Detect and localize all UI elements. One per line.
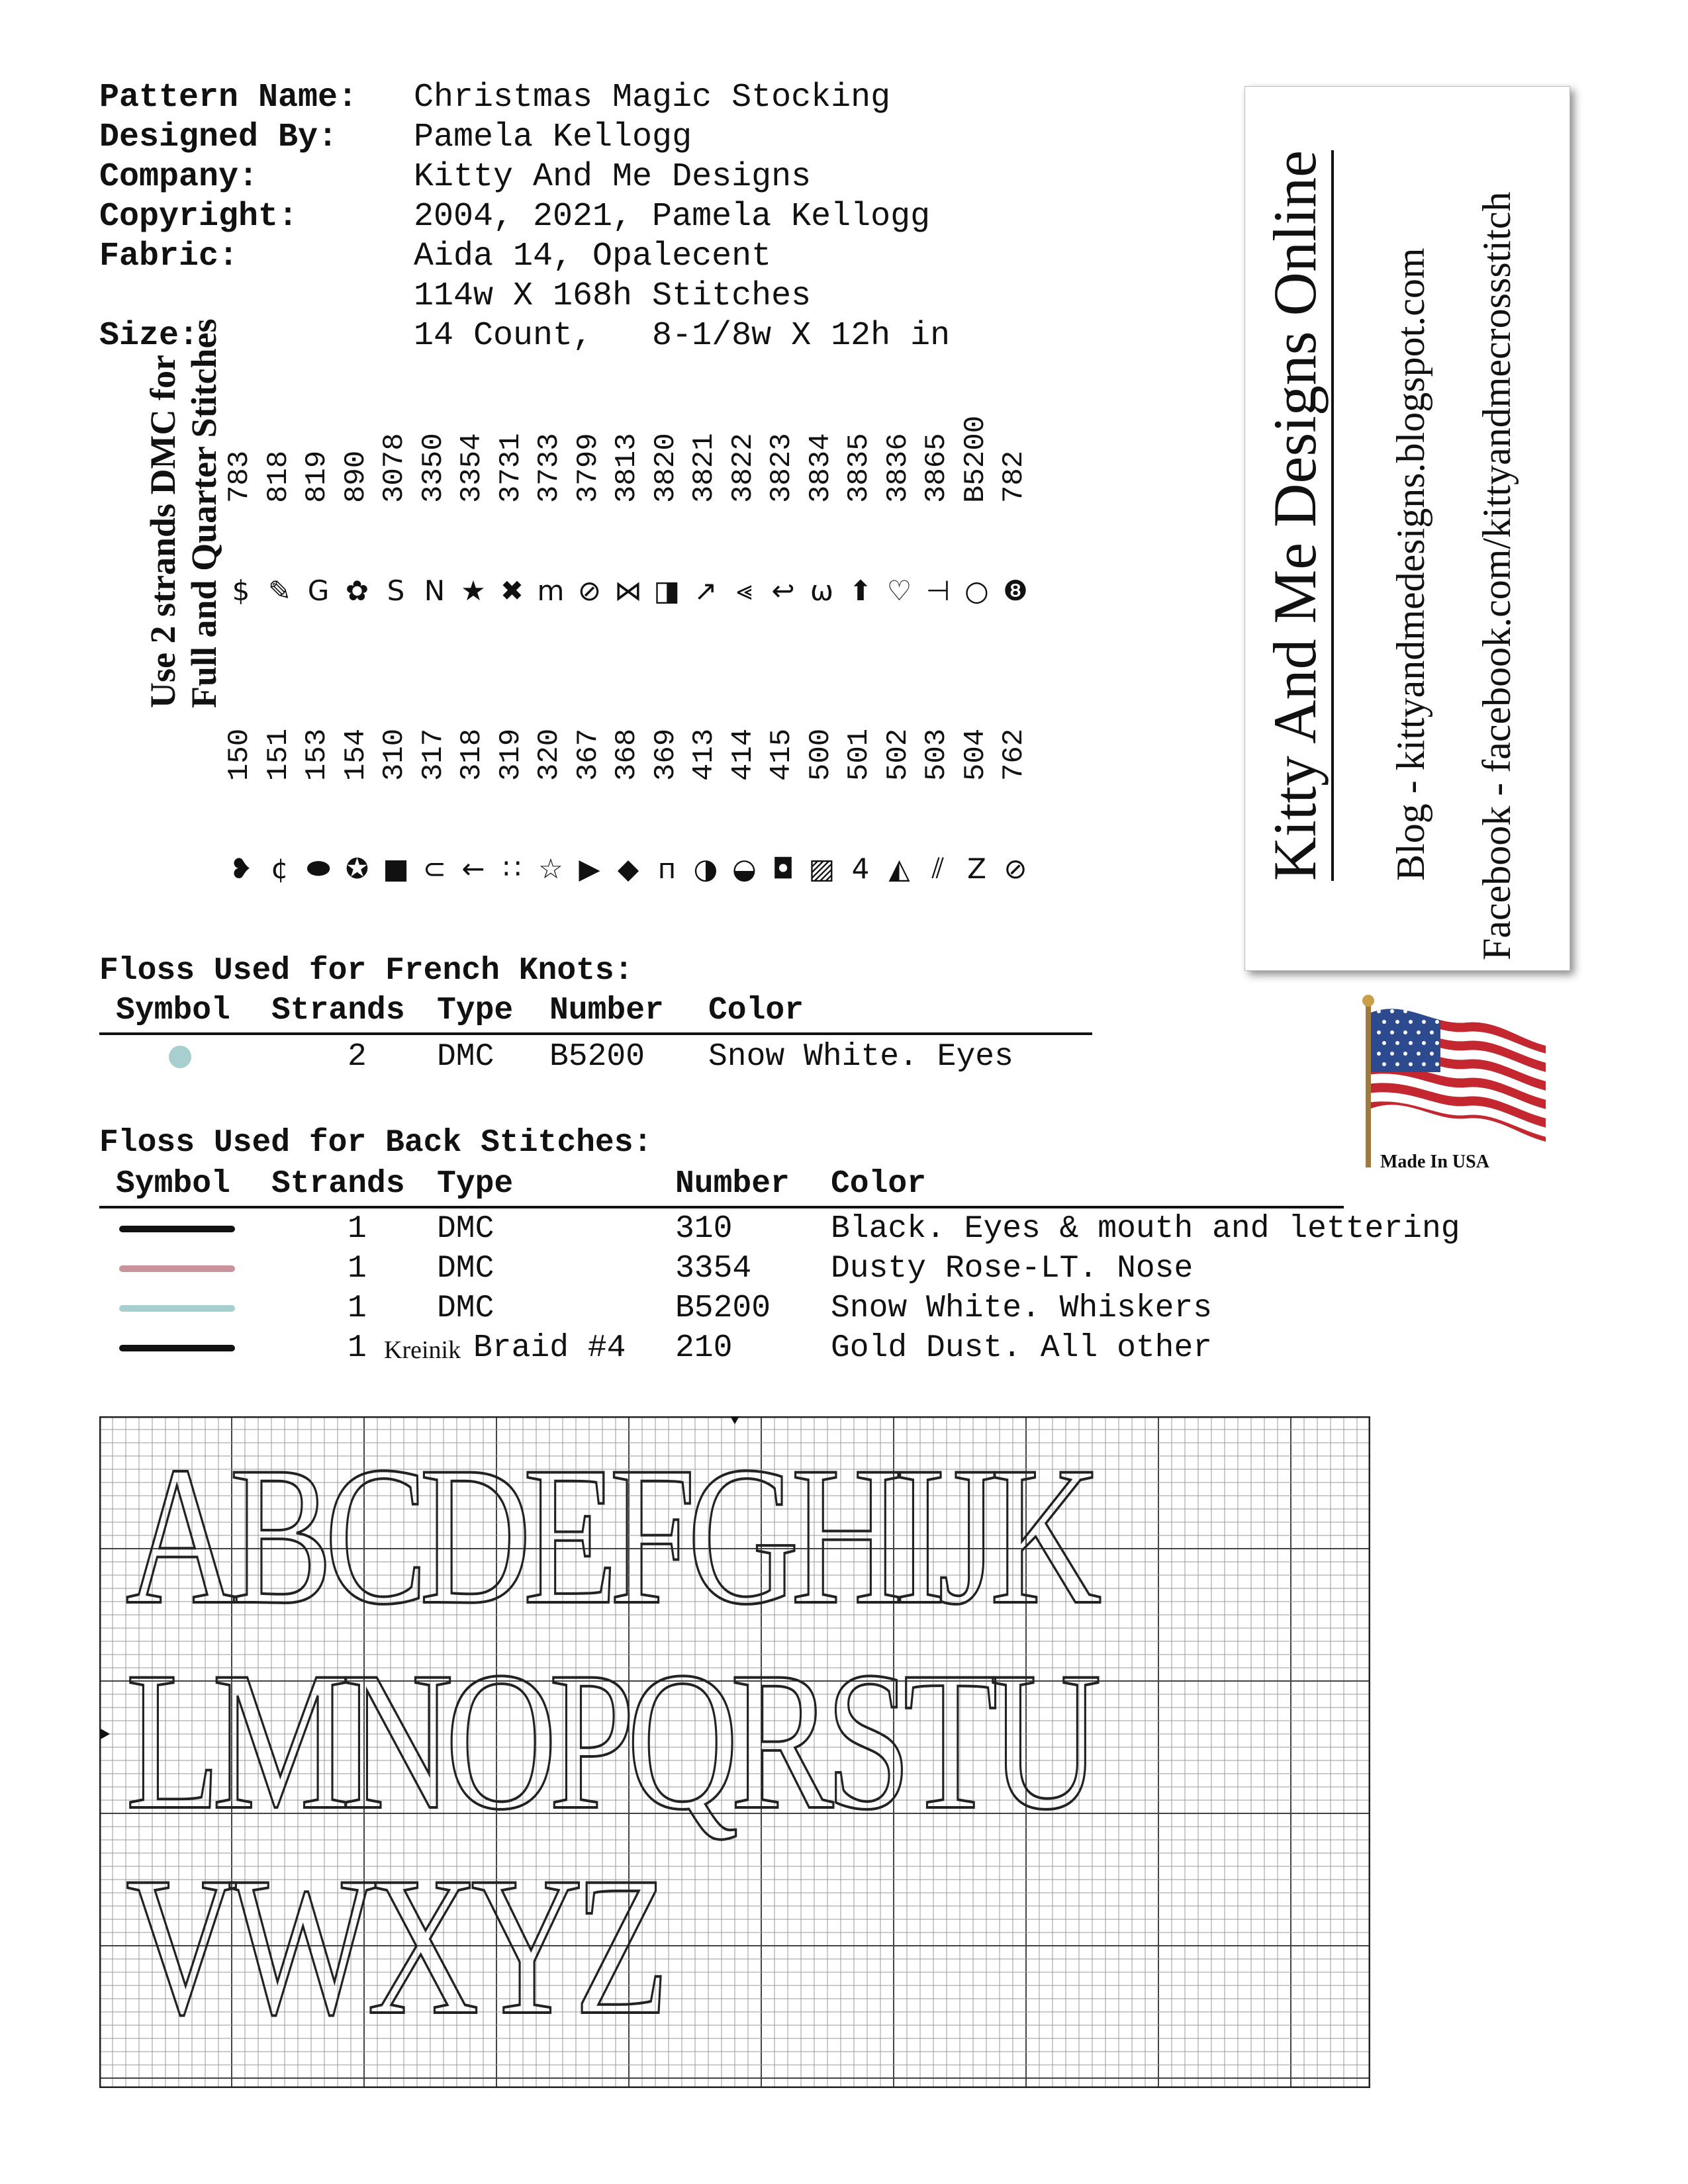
key-dmc-number-text: 500: [804, 728, 837, 781]
center-arrow-top: [729, 1416, 740, 1424]
key-dmc-number: [651, 371, 683, 503]
pattern-info-value: 114w X 168h Stitches: [414, 277, 812, 315]
pattern-info-label: Size:: [99, 317, 199, 355]
header-type: Type: [437, 993, 514, 1028]
key-symbol: ↩: [771, 574, 795, 607]
key-symbol: ¢: [271, 852, 289, 885]
row-strands: 1: [348, 1251, 367, 1287]
key-dmc-number: [303, 649, 334, 781]
back-stitch-swatch: [119, 1305, 235, 1312]
key-symbol: ▨: [808, 852, 835, 885]
key-symbol: ♡: [886, 574, 912, 607]
key-dmc-number-text: 3078: [378, 433, 411, 503]
key-dmc-number-text: 762: [998, 728, 1031, 781]
key-dmc-number: [690, 371, 722, 503]
key-dmc-number-text: 3799: [571, 433, 605, 503]
key-symbol: m: [537, 574, 565, 607]
pattern-info-label: Copyright:: [99, 198, 299, 236]
key-dmc-number-text: 504: [959, 728, 992, 781]
key-dmc-number: [535, 371, 567, 503]
key-symbol: ◘: [772, 852, 794, 885]
key-dmc-number: [767, 371, 799, 503]
key-symbol: ω: [810, 574, 834, 607]
pattern-info-label: Fabric:: [99, 238, 239, 275]
french-knots-title: Floss Used for French Knots:: [99, 953, 633, 989]
key-symbol: ■: [383, 852, 409, 885]
key-symbol: 4: [851, 852, 870, 885]
key-dmc-number-text: 782: [998, 450, 1031, 503]
key-dmc-number: [457, 371, 489, 503]
key-dmc-number: [496, 649, 528, 781]
key-dmc-number: [261, 649, 296, 781]
key-symbol: ⊂: [422, 852, 447, 885]
key-dmc-number: [881, 649, 915, 781]
key-dmc-number: [922, 649, 954, 781]
back-stitch-row: [99, 1211, 1556, 1250]
row-number: B5200: [549, 1039, 645, 1075]
back-stitch-swatch: [119, 1345, 235, 1351]
key-dmc-number: [726, 371, 761, 503]
key-dmc-number-text: 318: [455, 728, 489, 781]
card-blog: Blog - kittyandmedesigns.blogspot.com: [1389, 248, 1432, 881]
key-dmc-number: [303, 371, 334, 503]
pattern-info-value: Kitty And Me Designs: [414, 158, 812, 196]
key-dmc-number-text: 367: [571, 728, 605, 781]
key-symbol: ▶: [579, 852, 600, 885]
row-color: Snow White. Eyes: [708, 1039, 1013, 1075]
key-dmc-number-text: 319: [494, 728, 528, 781]
back-stitch-swatch: [119, 1265, 235, 1272]
key-symbol: ⊣: [925, 574, 951, 607]
key-dmc-number: [339, 371, 373, 503]
key-dmc-number-text: 414: [726, 728, 760, 781]
key-symbol: ⪡: [736, 574, 753, 606]
alphabet-row: LMNOPQRSTU: [126, 1631, 1094, 1850]
key-symbol: ★: [461, 574, 486, 607]
key-symbol: ✖: [500, 574, 524, 607]
key-dmc-number: [225, 649, 257, 781]
key-dmc-number: [845, 649, 876, 781]
key-dmc-number-text: 819: [301, 450, 334, 503]
key-symbol: ⊘: [577, 574, 602, 607]
key-dmc-number: [612, 649, 644, 781]
key-dmc-number-text: 3733: [533, 433, 566, 503]
key-dmc-number-text: 415: [765, 728, 798, 781]
pattern-info-value: Aida 14, Opalecent: [414, 238, 772, 275]
key-symbol: п: [657, 852, 677, 885]
french-knots-rule: [99, 1032, 1092, 1035]
pattern-info-label: Company:: [99, 158, 259, 196]
key-dmc-number: [690, 649, 722, 781]
flag-caption: Made In USA: [1380, 1152, 1489, 1172]
key-dmc-number: [339, 649, 373, 781]
key-symbol: ⬬: [306, 852, 330, 884]
row-type: DMC: [437, 1251, 494, 1287]
key-dmc-number-text: 150: [223, 728, 256, 781]
row-type: DMC: [437, 1039, 494, 1075]
key-dmc-number: [767, 649, 799, 781]
pattern-info-label: Designed By:: [99, 118, 338, 156]
key-dmc-number-text: 3834: [804, 433, 837, 503]
key-symbol: ◭: [888, 852, 910, 885]
key-dmc-number: [535, 649, 567, 781]
row-strands: 1: [348, 1291, 367, 1326]
row-strands: 2: [348, 1039, 367, 1075]
key-dmc-number-text: 317: [416, 728, 450, 781]
row-strands: 1: [348, 1330, 367, 1366]
key-symbol: ❽: [1003, 574, 1028, 607]
key-dmc-number: [416, 371, 451, 503]
french-knots-row: [99, 1039, 1092, 1077]
key-dmc-number-text: 3350: [416, 433, 450, 503]
back-stitch-swatch: [119, 1226, 235, 1232]
pattern-info-value: Christmas Magic Stocking: [414, 79, 891, 116]
key-symbol: ❥: [229, 852, 253, 885]
key-dmc-number: [416, 649, 451, 781]
key-symbol: ◨: [653, 574, 680, 607]
key-dmc-number: [457, 649, 489, 781]
key-dmc-number-text: 3835: [843, 433, 876, 503]
header-symbol: Symbol: [116, 1166, 230, 1202]
card-facebook: Facebook - facebook.com/kittyandmecrossstitch: [1475, 191, 1519, 960]
flag-finial: [1362, 995, 1374, 1007]
alphabet-chart: [99, 1416, 1370, 2088]
key-dmc-number-text: 320: [533, 728, 566, 781]
back-stitches-rule: [99, 1206, 1344, 1208]
pattern-info-label: Pattern Name:: [99, 79, 358, 116]
row-number: 310: [675, 1211, 733, 1247]
key-symbol: ⬆: [849, 574, 872, 607]
key-symbol: ↗: [694, 574, 718, 607]
key-dmc-number: [261, 371, 296, 503]
key-dmc-number: [1000, 371, 1031, 503]
key-dmc-number: [571, 649, 606, 781]
key-symbol: ✎: [267, 574, 292, 607]
key-dmc-number-text: 3821: [688, 433, 721, 503]
row-type: DMC: [437, 1291, 494, 1326]
usa-flag: [1354, 993, 1552, 1185]
center-arrow-left: [101, 1729, 110, 1739]
key-dmc-number: [1000, 649, 1031, 781]
key-dmc-number: [726, 649, 761, 781]
back-stitch-row: [99, 1251, 1556, 1289]
key-dmc-number: [225, 371, 257, 503]
key-symbol: ◆: [617, 852, 639, 885]
back-stitches-title: Floss Used for Back Stitches:: [99, 1125, 653, 1161]
key-dmc-number-text: 3836: [881, 433, 915, 503]
flag-cloth: [1354, 993, 1552, 1166]
row-number: B5200: [675, 1291, 771, 1326]
key-symbol: N: [424, 574, 445, 607]
row-type-brand: Kreinik: [384, 1336, 461, 1364]
key-dmc-number: [881, 371, 915, 503]
key-dmc-number-text: 503: [920, 728, 953, 781]
pattern-info-value: 2004, 2021, Pamela Kellogg: [414, 198, 931, 236]
key-dmc-number-text: 3731: [494, 433, 528, 503]
row-color: Snow White. Whiskers: [831, 1291, 1213, 1326]
key-dmc-number-text: 154: [339, 728, 373, 781]
row-color: Black. Eyes & mouth and lettering: [831, 1211, 1460, 1247]
alphabet-row: ABCDEFGHIJK: [126, 1426, 1094, 1645]
key-symbol: Z: [967, 852, 986, 885]
key-symbol: ○: [964, 574, 989, 607]
header-color: Color: [708, 993, 804, 1028]
back-stitch-row: [99, 1330, 1556, 1369]
row-type: DMC: [437, 1211, 494, 1247]
key-symbol: ∷: [503, 852, 521, 885]
symbol-key-heading-line2: Full and Quarter Stitches: [184, 318, 224, 708]
header-strands: Strands: [271, 1166, 405, 1202]
row-type: Braid #4: [473, 1330, 626, 1366]
key-dmc-number-text: 369: [649, 728, 682, 781]
header-type: Type: [437, 1166, 514, 1202]
key-dmc-number-text: 501: [843, 728, 876, 781]
alphabet-row: VWXYZ: [126, 1836, 661, 2056]
key-dmc-number-text: 3813: [610, 433, 643, 503]
key-symbol: ✪: [345, 852, 369, 885]
key-dmc-number-text: 3823: [765, 433, 798, 503]
key-dmc-number-text: 783: [223, 450, 256, 503]
header-strands: Strands: [271, 993, 405, 1028]
key-symbol: $: [232, 574, 250, 607]
key-dmc-number: [961, 649, 993, 781]
row-color: Dusty Rose-LT. Nose: [831, 1251, 1194, 1287]
key-dmc-number-text: 890: [339, 450, 373, 503]
key-dmc-number: [496, 371, 528, 503]
key-dmc-number-text: 153: [301, 728, 334, 781]
designer-card: [1244, 86, 1570, 971]
key-symbol: G: [307, 574, 330, 607]
card-title: Kitty And Me Designs Online: [1258, 150, 1334, 881]
symbol-key-heading-line1: Use 2 strands DMC for: [143, 355, 183, 708]
key-symbol: ⋈: [614, 574, 642, 607]
key-dmc-number: [806, 371, 838, 503]
key-dmc-number: [571, 371, 606, 503]
key-dmc-number: [961, 371, 993, 503]
key-dmc-number-text: 368: [610, 728, 643, 781]
key-dmc-number-text: 151: [261, 728, 295, 781]
key-dmc-number-text: B5200: [959, 415, 992, 503]
key-dmc-number-text: 3354: [455, 433, 489, 503]
flag-pole: [1366, 1002, 1371, 1167]
row-number: 210: [675, 1330, 733, 1366]
key-dmc-number: [380, 371, 412, 503]
key-symbol: ⫽: [931, 852, 945, 884]
key-symbol: ✿: [345, 574, 369, 607]
header-color: Color: [831, 1166, 927, 1202]
key-symbol: ←: [461, 852, 485, 885]
pattern-info-value: 14 Count, 8-1/8w X 12h in: [414, 317, 951, 355]
key-dmc-number-text: 502: [881, 728, 915, 781]
key-symbol: ⊘: [1004, 852, 1027, 885]
key-symbol: S: [387, 574, 405, 607]
key-dmc-number-text: 310: [378, 728, 411, 781]
key-dmc-number: [612, 371, 644, 503]
row-color: Gold Dust. All other: [831, 1330, 1213, 1366]
key-dmc-number-text: 3822: [726, 433, 760, 503]
key-dmc-number-text: 3820: [649, 433, 682, 503]
pattern-info-value: Pamela Kellogg: [414, 118, 692, 156]
header-symbol: Symbol: [116, 993, 230, 1028]
header-number: Number: [675, 1166, 790, 1202]
row-strands: 1: [348, 1211, 367, 1247]
key-symbol: ◑: [693, 852, 718, 885]
row-number: 3354: [675, 1251, 752, 1287]
key-dmc-number-text: 3865: [920, 433, 953, 503]
key-dmc-number: [651, 649, 683, 781]
symbol-key-heading: [142, 311, 224, 708]
key-symbol: ◒: [732, 852, 757, 885]
key-dmc-number: [845, 371, 876, 503]
key-dmc-number-text: 818: [261, 450, 295, 503]
key-symbol: ☆: [538, 852, 563, 885]
key-dmc-number-text: 413: [688, 728, 721, 781]
french-knot-swatch: [169, 1046, 191, 1068]
header-number: Number: [549, 993, 664, 1028]
key-dmc-number: [922, 371, 954, 503]
key-dmc-number: [380, 649, 412, 781]
key-dmc-number: [806, 649, 838, 781]
back-stitch-row: [99, 1291, 1556, 1329]
